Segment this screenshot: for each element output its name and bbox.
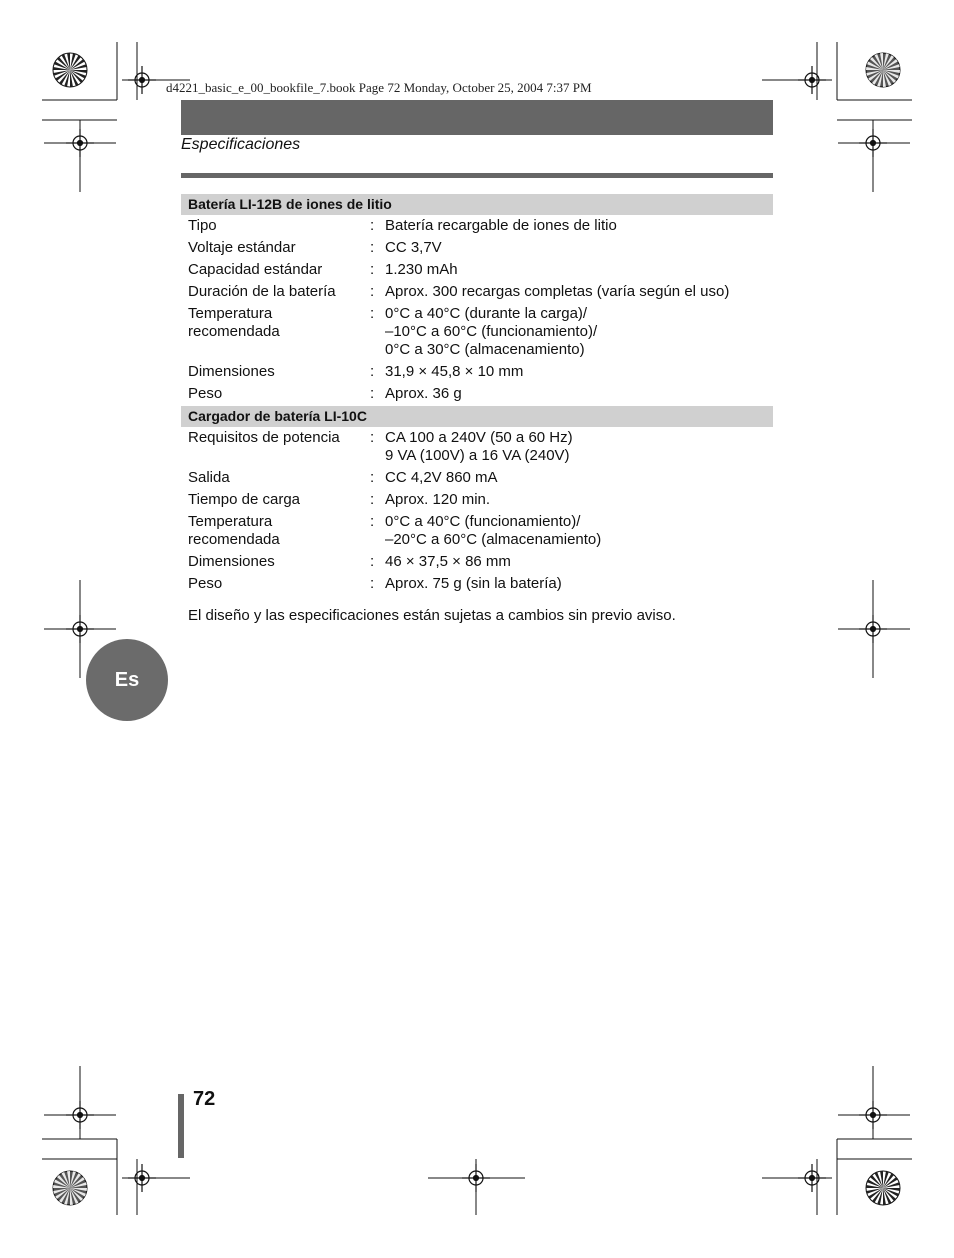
spec-row bbox=[181, 489, 773, 511]
spec-label: Requisitos de potencia bbox=[188, 429, 340, 446]
spec-value: Batería recargable de iones de litio bbox=[385, 217, 617, 234]
spec-label: Peso bbox=[188, 385, 223, 402]
page-number: 72 bbox=[193, 1088, 216, 1110]
spec-label: Duración de la batería bbox=[188, 283, 336, 300]
registration-star-icon bbox=[866, 1171, 900, 1205]
spec-separator: : bbox=[370, 217, 375, 234]
spec-value: CC 4,2V 860 mA bbox=[385, 469, 498, 486]
title-rule bbox=[181, 173, 773, 178]
spec-separator: : bbox=[370, 553, 375, 570]
spec-row bbox=[181, 215, 773, 237]
spec-value: 1.230 mAh bbox=[385, 261, 458, 278]
page-number-bar bbox=[178, 1094, 184, 1158]
spec-row bbox=[181, 383, 773, 405]
specification-note: El diseño y las especificaciones están sujetas a cambios sin previo aviso. bbox=[188, 607, 676, 624]
spec-separator: : bbox=[370, 575, 375, 592]
language-tab: Es bbox=[86, 639, 168, 721]
spec-separator: : bbox=[370, 491, 375, 508]
spec-label: Tiempo de carga bbox=[188, 491, 301, 508]
spec-label: Temperatura recomendada bbox=[188, 305, 280, 340]
spec-label: Voltaje estándar bbox=[188, 239, 296, 256]
battery-spec-table bbox=[181, 194, 773, 405]
spec-separator: : bbox=[370, 385, 375, 402]
spec-separator: : bbox=[370, 283, 375, 300]
charger-spec-rows bbox=[181, 427, 773, 595]
spec-row bbox=[181, 303, 773, 361]
spec-row bbox=[181, 551, 773, 573]
spec-separator: : bbox=[370, 469, 375, 486]
spec-label: Salida bbox=[188, 469, 230, 486]
spec-value: 31,9 × 45,8 × 10 mm bbox=[385, 363, 524, 380]
spec-row bbox=[181, 237, 773, 259]
spec-label: Peso bbox=[188, 575, 223, 592]
section-title: Especificaciones bbox=[181, 136, 301, 153]
spec-label: Temperatura recomendada bbox=[188, 513, 280, 548]
spec-label: Dimensiones bbox=[188, 553, 275, 570]
spec-row bbox=[181, 573, 773, 595]
charger-table-heading: Cargador de batería LI-10C bbox=[181, 406, 773, 427]
spec-separator: : bbox=[370, 305, 375, 322]
spec-value: Aprox. 75 g (sin la batería) bbox=[385, 575, 562, 592]
battery-spec-rows bbox=[181, 215, 773, 405]
battery-table-heading: Batería LI-12B de iones de litio bbox=[181, 194, 773, 215]
spec-row bbox=[181, 511, 773, 551]
spec-label: Capacidad estándar bbox=[188, 261, 323, 278]
spec-value: 0°C a 40°C (durante la carga)/ –10°C a 60°C (funcionamiento)/ 0°C a 30°C (almacenamiento) bbox=[385, 305, 598, 358]
registration-star-icon bbox=[53, 1171, 87, 1205]
spec-value: Aprox. 120 min. bbox=[385, 491, 491, 508]
spec-value: Aprox. 36 g bbox=[385, 385, 462, 402]
registration-star-icon bbox=[53, 53, 87, 87]
spec-label: Tipo bbox=[188, 217, 217, 234]
spec-row bbox=[181, 427, 773, 467]
header-bar bbox=[181, 100, 773, 135]
spec-separator: : bbox=[370, 513, 375, 530]
spec-row bbox=[181, 361, 773, 383]
spec-value: 0°C a 40°C (funcionamiento)/ –20°C a 60°C (almacenamiento) bbox=[385, 513, 602, 548]
spec-value: CA 100 a 240V (50 a 60 Hz) 9 VA (100V) a 16 VA (240V) bbox=[385, 429, 573, 464]
spec-separator: : bbox=[370, 363, 375, 380]
spec-value: Aprox. 300 recargas completas (varía según el uso) bbox=[385, 283, 730, 300]
spec-row bbox=[181, 467, 773, 489]
spec-row bbox=[181, 259, 773, 281]
charger-spec-table bbox=[181, 406, 773, 595]
spec-separator: : bbox=[370, 261, 375, 278]
spec-value: 46 × 37,5 × 86 mm bbox=[385, 553, 511, 570]
spec-value: CC 3,7V bbox=[385, 239, 442, 256]
registration-star-icon bbox=[866, 53, 900, 87]
spec-separator: : bbox=[370, 429, 375, 446]
spec-label: Dimensiones bbox=[188, 363, 275, 380]
spec-separator: : bbox=[370, 239, 375, 256]
spec-row bbox=[181, 281, 773, 303]
print-header: d4221_basic_e_00_bookfile_7.book Page 72 Monday, October 25, 2004 7:37 PM bbox=[166, 80, 592, 95]
